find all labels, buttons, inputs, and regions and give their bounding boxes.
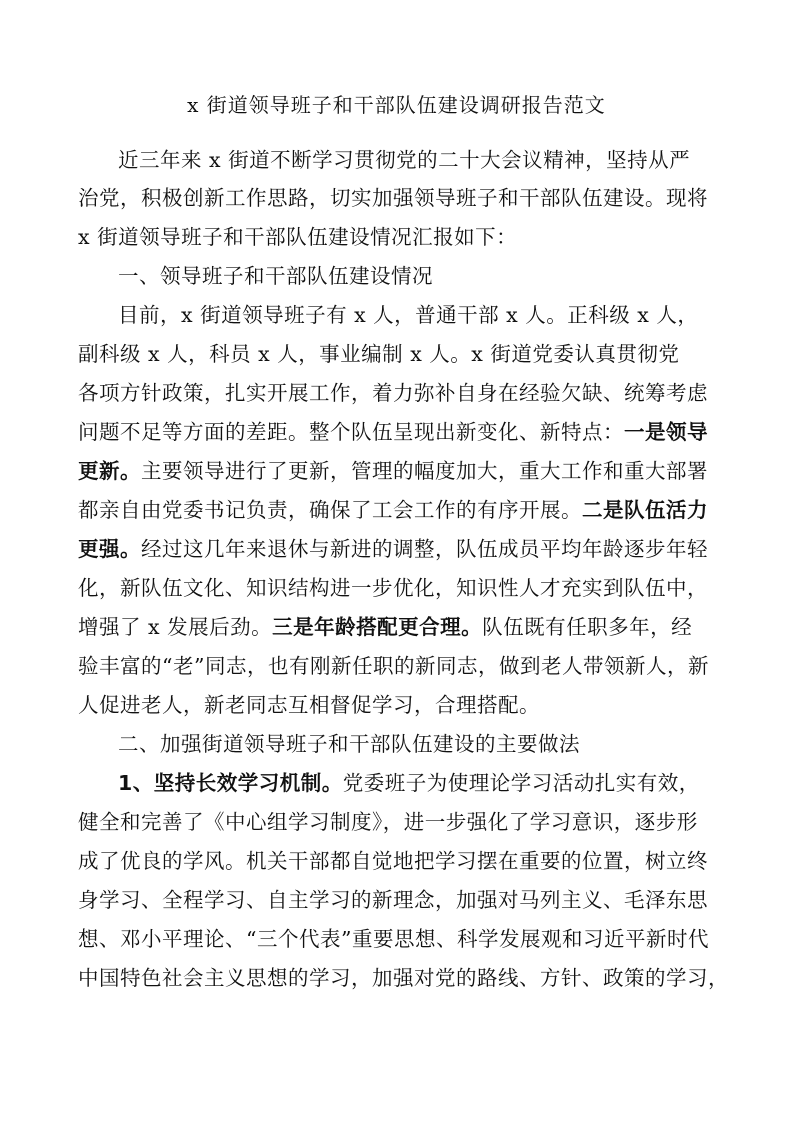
text-run: 化，新队伍文化、知识结构进一步优化，知识性人才充实到队伍中， — [78, 576, 708, 600]
paragraph-line — [78, 417, 728, 447]
document-title: x 街道领导班子和干部队伍建设调研报告范文 — [187, 93, 606, 117]
text-run: 想、邓小平理论、“三个代表”重要思想、科学发展观和习近平新时代 — [78, 927, 709, 951]
text-run: 健全和完善了《中心组学习制度》，进一步强化了学习意识，逐步形 — [78, 810, 698, 834]
paragraph-line — [78, 534, 728, 564]
paragraph-line — [78, 612, 728, 642]
text-run: 副科级 x 人，科员 x 人，事业编制 x 人。x 街道党委认真贯彻党 — [78, 342, 680, 366]
text-run: 党委班子为使理论学习活动扎实有效， — [342, 771, 700, 795]
text-run: 近三年来 x 街道不断学习贯彻党的二十大会议精神，坚持从严 — [118, 148, 691, 172]
text-run: 问题不足等方面的差距。整个队伍呈现出新变化、新特点： — [78, 420, 624, 444]
paragraph-line — [78, 339, 728, 369]
text-run: 成了优良的学风。机关干部都自觉地把学习摆在重要的位置，树立终 — [78, 849, 708, 873]
paragraph-line — [78, 183, 728, 213]
bold-text-run: 1、坚持长效学习机制。 — [118, 771, 343, 795]
text-run: 人促进老人，新老同志互相督促学习，合理搭配。 — [78, 693, 540, 717]
paragraph-line — [118, 768, 728, 798]
paragraph-line — [78, 924, 728, 954]
section-heading — [118, 729, 728, 759]
paragraph-line — [78, 222, 728, 252]
paragraph-line — [78, 885, 728, 915]
bold-text-run: 一是领导 — [624, 420, 708, 444]
text-run: 队伍既有任职多年，经 — [482, 615, 693, 639]
text-run: 验丰富的“老”同志，也有刚新任职的新同志，做到老人带领新人，新 — [78, 654, 709, 678]
text-run: 一、领导班子和干部队伍建设情况 — [118, 264, 433, 288]
text-run: 中国特色社会主义思想的学习，加强对党的路线、方针、政策的学习， — [78, 966, 729, 990]
text-run: x 街道领导班子和干部队伍建设情况汇报如下： — [78, 225, 518, 249]
paragraph-line — [78, 456, 728, 486]
text-run: 身学习、全程学习、自主学习的新理念，加强对马列主义、毛泽东思 — [78, 888, 708, 912]
text-run: 经过这几年来退休与新进的调整，队伍成员平均年龄逐步年轻 — [141, 537, 708, 561]
bold-text-run: 二是队伍活力 — [582, 498, 708, 522]
paragraph-line — [78, 807, 728, 837]
paragraph-line — [78, 651, 728, 681]
paragraph-line — [78, 846, 728, 876]
text-run: 目前，x 街道领导班子有 x 人，普通干部 x 人。正科级 x 人， — [118, 303, 699, 327]
text-run: 主要领导进行了更新，管理的幅度加大，重大工作和重大部署 — [141, 459, 708, 483]
paragraph-line — [78, 690, 728, 720]
paragraph-line — [78, 378, 728, 408]
text-run: 二、加强街道领导班子和干部队伍建设的主要做法 — [118, 732, 580, 756]
paragraph-line — [118, 145, 728, 175]
paragraph-line — [118, 300, 728, 330]
text-run: 都亲自由党委书记负责，确保了工会工作的有序开展。 — [78, 498, 582, 522]
bold-text-run: 更新。 — [78, 459, 141, 483]
text-run: 各项方针政策，扎实开展工作，着力弥补自身在经验欠缺、统筹考虑 — [78, 381, 708, 405]
bold-text-run: 三是年龄搭配更合理。 — [272, 615, 483, 639]
bold-text-run: 更强。 — [78, 537, 141, 561]
paragraph-line — [78, 495, 728, 525]
text-run: 治党，积极创新工作思路，切实加强领导班子和干部队伍建设。现将 — [78, 186, 708, 210]
paragraph-line — [78, 573, 728, 603]
section-heading — [118, 261, 728, 291]
text-run: 增强了 x 发展后劲。 — [78, 615, 273, 639]
paragraph-line — [78, 963, 728, 993]
